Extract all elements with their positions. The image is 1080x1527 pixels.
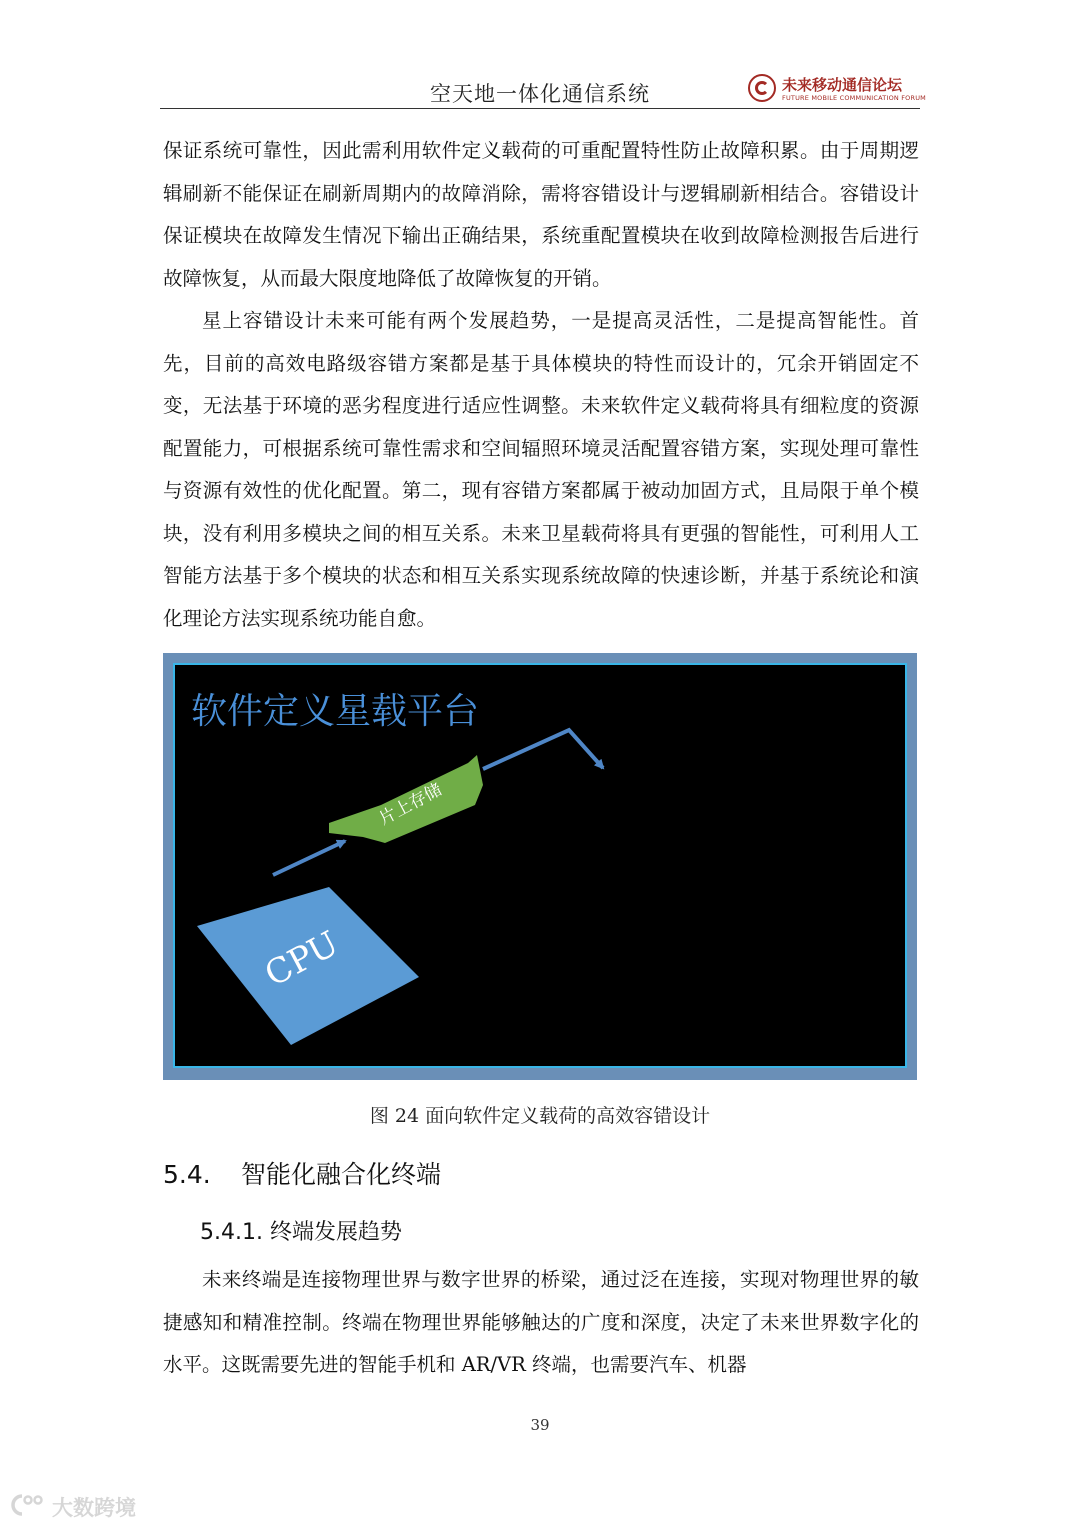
- figure-diagram: [175, 665, 905, 1066]
- watermark-logo-icon: [8, 1492, 48, 1518]
- header-divider: [160, 108, 920, 109]
- figure-software-defined-platform: [163, 653, 917, 1080]
- subsection-heading: 5.4.1. 终端发展趋势: [200, 1220, 402, 1245]
- logo-text: 未来移动通信论坛: [782, 76, 903, 94]
- section-title: 智能化融合化终端: [241, 1160, 442, 1189]
- figure-canvas: [173, 663, 907, 1068]
- storage-label: 片上存储: [375, 779, 446, 830]
- watermark: [8, 1490, 148, 1520]
- page-header-title: 空天地一体化通信系统: [430, 82, 650, 106]
- section-number: 5.4.: [163, 1160, 211, 1189]
- arrow-storage-out: [483, 730, 603, 769]
- page-number: 39: [530, 1416, 550, 1434]
- paragraph-2: 星上容错设计未来可能有两个发展趋势，一是提高灵活性，二是提高智能性。首先，目前的高效电路级容错方案都是基于具体模块的特性而设计的，冗余开销固定不变，无法基于环境的恶劣程度进行适应性调整。未来软件定义载荷将具有细粒度的资源配置能力，可根据系统可靠性需求和空间辐照环境灵活配置容错方案，实现处理可靠性与资源有效性的优化配置。第二，现有容错方案都属于被动加固方式，且局限于单个模块，没有利用多模块之间的相互关系。未来卫星载荷将具有更强的智能性，可利用人工智能方法基于多个模块的状态和相互关系实现系统故障的快速诊断，并基于系统论和演化理论方法实现系统功能自愈。: [163, 309, 919, 630]
- figure-title: 软件定义星载平台: [191, 691, 480, 732]
- cpu-label: CPU: [258, 923, 346, 995]
- paragraph-3: 未来终端是连接物理世界与数字世界的桥梁，通过泛在连接，实现对物理世界的敏捷感知和精准控制。终端在物理世界能够触达的广度和深度，决定了未来世界数字化的水平。这既需要先进的智能手机和 AR/VR 终端，也需要汽车、机器: [163, 1268, 919, 1376]
- logo-mark-icon: [748, 74, 776, 102]
- arrow-cpu-to-storage: [273, 841, 345, 875]
- forum-logo: [748, 74, 926, 106]
- paragraph-1: 保证系统可靠性，因此需利用软件定义载荷的可重配置特性防止故障积累。由于周期逻辑刷新不能保证在刷新周期内的故障消除，需将容错设计与逻辑刷新相结合。容错设计保证模块在故障发生情况下输出正确结果，系统重配置模块在收到故障检测报告后进行故障恢复，从而最大限度地降低了故障恢复的开销。: [163, 139, 919, 290]
- section-heading: [163, 1155, 441, 1191]
- logo-subtext: FUTURE MOBILE COMMUNICATION FORUM: [782, 94, 926, 102]
- watermark-text: 大数跨境: [52, 1496, 136, 1520]
- figure-caption: 图 24 面向软件定义载荷的高效容错设计: [369, 1105, 711, 1127]
